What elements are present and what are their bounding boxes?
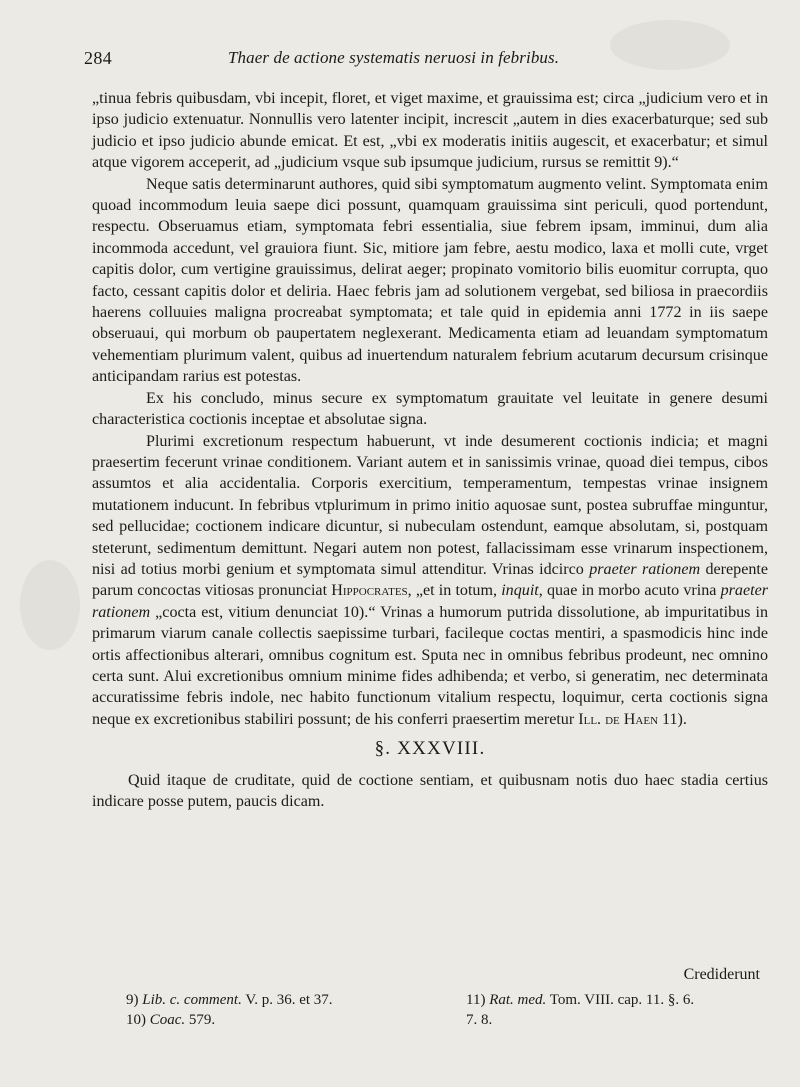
text-run: , quae in morbo acuto vrina xyxy=(538,582,717,600)
page-header xyxy=(84,48,600,72)
page-body xyxy=(92,88,768,812)
footnote-reference: 579. xyxy=(188,1012,216,1028)
footnotes-left-column xyxy=(126,990,426,1030)
footnote-reference: Tom. VIII. cap. 11. §. 6. xyxy=(549,992,695,1008)
catchword: Crediderunt xyxy=(683,966,760,983)
page-number: 284 xyxy=(84,48,113,68)
footnote-source: Coac. xyxy=(149,1012,186,1028)
text-run: derepente parum concoctas vitiosas pronunciat xyxy=(92,560,769,600)
text-run: 11). xyxy=(662,710,687,728)
text-run: , „et in totum, xyxy=(407,582,498,600)
section-heading: §. XXXVIII. xyxy=(374,738,486,760)
footnotes-right-column xyxy=(466,990,766,1030)
section-paragraph: Quid itaque de cruditate, quid de coctione sentiam, et quibusnam notis duo haec stadia certius indicare posse putem, paucis dicam. xyxy=(92,771,768,810)
italic-phrase: praeter rationem xyxy=(92,582,769,621)
italic-phrase: inquit xyxy=(501,582,539,600)
footnote-source: Rat. med. xyxy=(489,992,547,1008)
footnote-11 xyxy=(466,990,766,1010)
author-name-haen: Ill. de Haen xyxy=(578,710,659,728)
footnote-11-continuation: 7. 8. xyxy=(466,1012,493,1028)
paragraph-conclusion: Ex his concludo, minus secure ex symptomatum grauitate vel leuitate in genere desumi characteristica coctionis inceptae et absolutae signa. xyxy=(92,389,768,429)
text-run: „cocta est, vitium denunciat 10).“ Vrinas a humorum putrida dissolutione, ab impuritatibus in primarum viarum canale collectis saepissime turbari, facileque coctas mentiri, a spasmodicis hinc inde ortis affectionibus alterari, omnibus cognitum est. Sputa nec in omnibus febribus prodeunt, nec omnino certa sunt. Alui excretionibus omnium minime fides adhibenda; et verbo, si generatim, nec determinata accuratissime febris indole, nec habito functionum vitalium respectu, loquimur, certa coctionis signa neque ex excretionibus stabiliri possunt; de his conferri praesertim meretur xyxy=(92,603,768,728)
paper-stain xyxy=(20,560,80,650)
paragraph-excretions xyxy=(92,431,768,731)
footnote-source: Lib. c. comment. xyxy=(142,992,242,1008)
footnote-9 xyxy=(126,990,426,1010)
footnote-10 xyxy=(126,1010,426,1030)
paragraph-symptoms: Neque satis determinarunt authores, quid sibi symptomatum augmento velint. Symptomata enim quoad incommodum leuia saepe dici possunt, quamquam grauissima sint periculi, quod portendunt, respectu. Obseruamus etiam, symptomata febri essentialia, siue febrem ipsam, imminui, dum alia incommoda accedunt, vel grauiora fiunt. Sic, mitiore jam febre, aestu modico, laxa et molli cute, vrget capitis dolor, cum vertigine grauissimus, delirat aeger; propinato vomitorio bilis euomitur corrupta, quo facto, cessant capitis dolor et deliria. Haec febris jam ad solutionem vergebat, sed biliosa in praecordiis haerens colluuies maligna procreabat symptomata; et tale quid in epidemia anni 1772 in iis saepe obseruaui, qui morbum ob paupertatem neglexerant. Medicamenta etiam ad leuandam symptomatum vehementiam plurimum valent, quibus ad inuertendum naturalem febrium acutarum decursum crisinque anticipandam rarius est potestas. xyxy=(92,175,768,386)
footnote-number: 11) xyxy=(466,992,486,1008)
paragraph-continuation: „tinua febris quibusdam, vbi incepit, floret, et viget maxime, et grauissima est; circa „judicium vero et in ipso judicio extenuatur. Nonnullis vero latenter incipit, increscit „autem in dies exacerbaturque; sed sub judicio et ipso judicio abunde emicat. Et est, „vbi ex moderatis initiis augescit, et exacerbatur; et simul atque vigorem acceperit, ad „judicium vsque sub ipsumque judicium, rursus se remittit 9).“ xyxy=(92,90,768,172)
running-title: Thaer de actione systematis neruosi in febribus. xyxy=(228,48,560,67)
author-name-hippocrates: Hippocrates xyxy=(331,582,408,600)
italic-phrase: praeter rationem xyxy=(589,560,701,578)
text-run: Plurimi excretionum respectum habuerunt, vt inde desumerent coctionis indicia; et magni praesertim fecerunt vrinae conditionem. Variant autem et in sanissimis vrinae, quoad diei tempus, cibos assumtos et alia accidentalia. Corporis exercitium, temperamentum, tempestas vrinae insignem mutationem inducunt. In febribus vtplurimum in primo initio aquosae sunt, postea subruffae minguntur, sed pellucidae; coctionem indicare dicuntur, si nubeculam ostendunt, eamque absolutam, si, postquam steterunt, sedimentum demittunt. Negari autem non potest, fallacissimam esse vrinarum inspectionem, nisi ad totius morbi genium et symptomata simul attenditur. Vrinas idcirco xyxy=(92,432,768,578)
footnote-number: 10) xyxy=(126,1012,146,1028)
footnote-number: 9) xyxy=(126,992,139,1008)
footnote-reference: V. p. 36. et 37. xyxy=(245,992,333,1008)
paper-stain xyxy=(610,20,730,70)
